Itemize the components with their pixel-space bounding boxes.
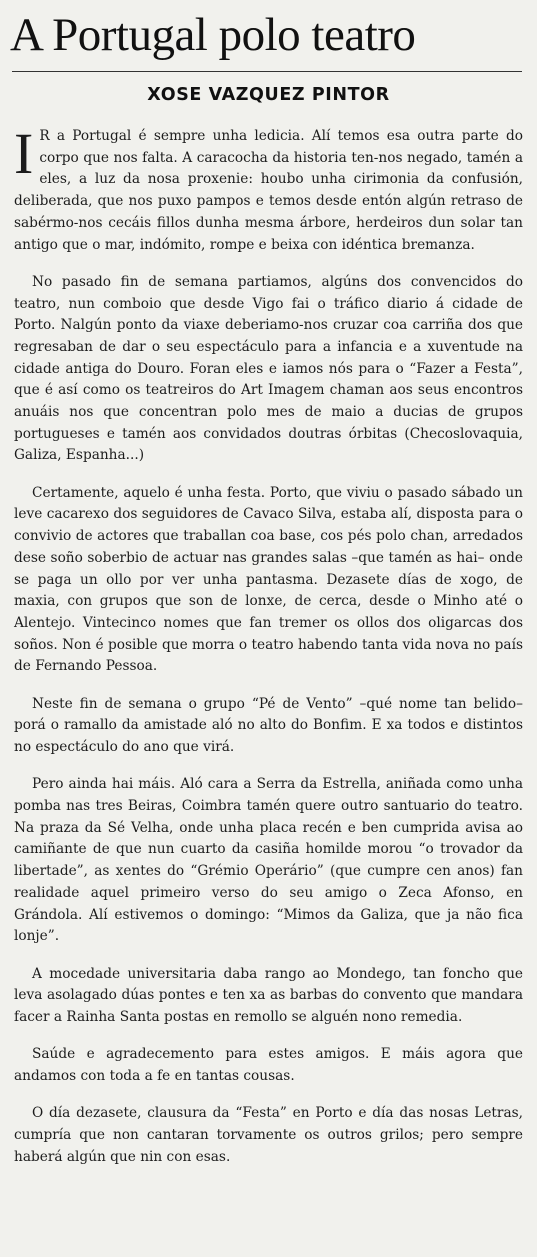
article-paragraph-1 (14, 121, 523, 256)
article-paragraph-7: Saúde e agradecemento para estes amigos. E máis agora que andamos con toda a fe en tantas cousas. (14, 1046, 523, 1084)
article-body (14, 121, 523, 1168)
article-author: XOSE VAZQUEZ PINTOR (147, 85, 390, 105)
title-divider (12, 71, 522, 72)
article-paragraph-3: Certamente, aquelo é unha festa. Porto, que viviu o pasado sábado un leve cacarexo dos seguidores de Cavaco Silva, estaba alí, disposta para o convivio de actores que traballan coa base, cos pés polo chan, arredados dese soño soberbio de actuar nas grandes salas –que tamén as hai– onde se paga un ollo por ver unha pantasma. Dezasete días de xogo, de maxia, con grupos que son de lonxe, de cerca, desde o Minho até o Alentejo. Vintecinco nomes que fan tremer os ollos dos oligarcas dos soños. Non é posible que morra o teatro habendo tanta vida nova no país de Fernando Pessoa. (14, 484, 523, 675)
article-paragraph-5: Pero ainda hai máis. Aló cara a Serra da Estrella, aniñada como unha pomba nas tres Beiras, Coimbra tamén quere outro santuario do teatro. Na praza da Sé Velha, onde unha placa recén e ben cumprida avisa ao camiñante de que nun cuarto da casiña homilde morou “o trovador da libertade”, as xentes do “Grémio Operário” (que cumpre cen anos) fan realidade aquel primeiro verso do seu amigo o Zeca Afonso, en Grándola. Alí estivemos o domingo: “Mimos da Galiza, que ja não fica lonje”. (14, 776, 523, 945)
paragraph-text: R a Portugal é sempre unha ledicia. Alí temos esa outra parte do corpo que nos falta. A caracocha da historia ten-nos negado, tamén a eles, a luz da nosa proxenie: houbo unha cirimonia da confusión, deliberada, que nos puxo pampos e temos desde entón algún retraso de sabérmo-nos cecáis fillos dunha mesma árbore, herdeiros dun solar tan antigo que o mar, indómito, rompe e beixa con idéntica bremanza. (14, 128, 523, 253)
article-title: A Portugal polo teatro (10, 9, 416, 61)
article-paragraph-2: No pasado fin de semana partiamos, algúns dos convencidos do teatro, nun comboio que desde Vigo fai o tráfico diario á cidade de Porto. Nalgún ponto da viaxe deberiamo-nos cruzar coa carriña dos que regresaban de dar o seu espectáculo para a infancia e a xuventude na cidade antiga do Douro. Foran eles e iamos nós para o “Fazer a Festa”, que é así como os teatreiros do Art Imagem chaman aos seus encontros anuáis nos que concentran polo mes de maio a ducias de grupos portugueses e tamén aos convidados doutras órbitas (Checoslovaquia, Galiza, Espanha...) (14, 273, 523, 464)
article-paragraph-6: A mocedade universitaria daba rango ao Mondego, tan foncho que leva asolagado dúas pontes e ten xa as barbas do convento que mandara facer a Rainha Santa postas en remollo se alguén nono remedia. (14, 965, 523, 1025)
article-paragraph-4: Neste fin de semana o grupo “Pé de Vento” –qué nome tan belido– porá o ramallo da amistade aló no alto do Bonfim. E xa todos e distintos no espectáculo do ano que virá. (14, 695, 523, 756)
drop-cap: I (14, 121, 34, 186)
article-paragraph-8: O día dezasete, clausura da “Festa” en Porto e día das nosas Letras, cumpría que non cantaran torvamente os outros grilos; pero sempre haberá algún que nin con esas. (14, 1105, 523, 1165)
